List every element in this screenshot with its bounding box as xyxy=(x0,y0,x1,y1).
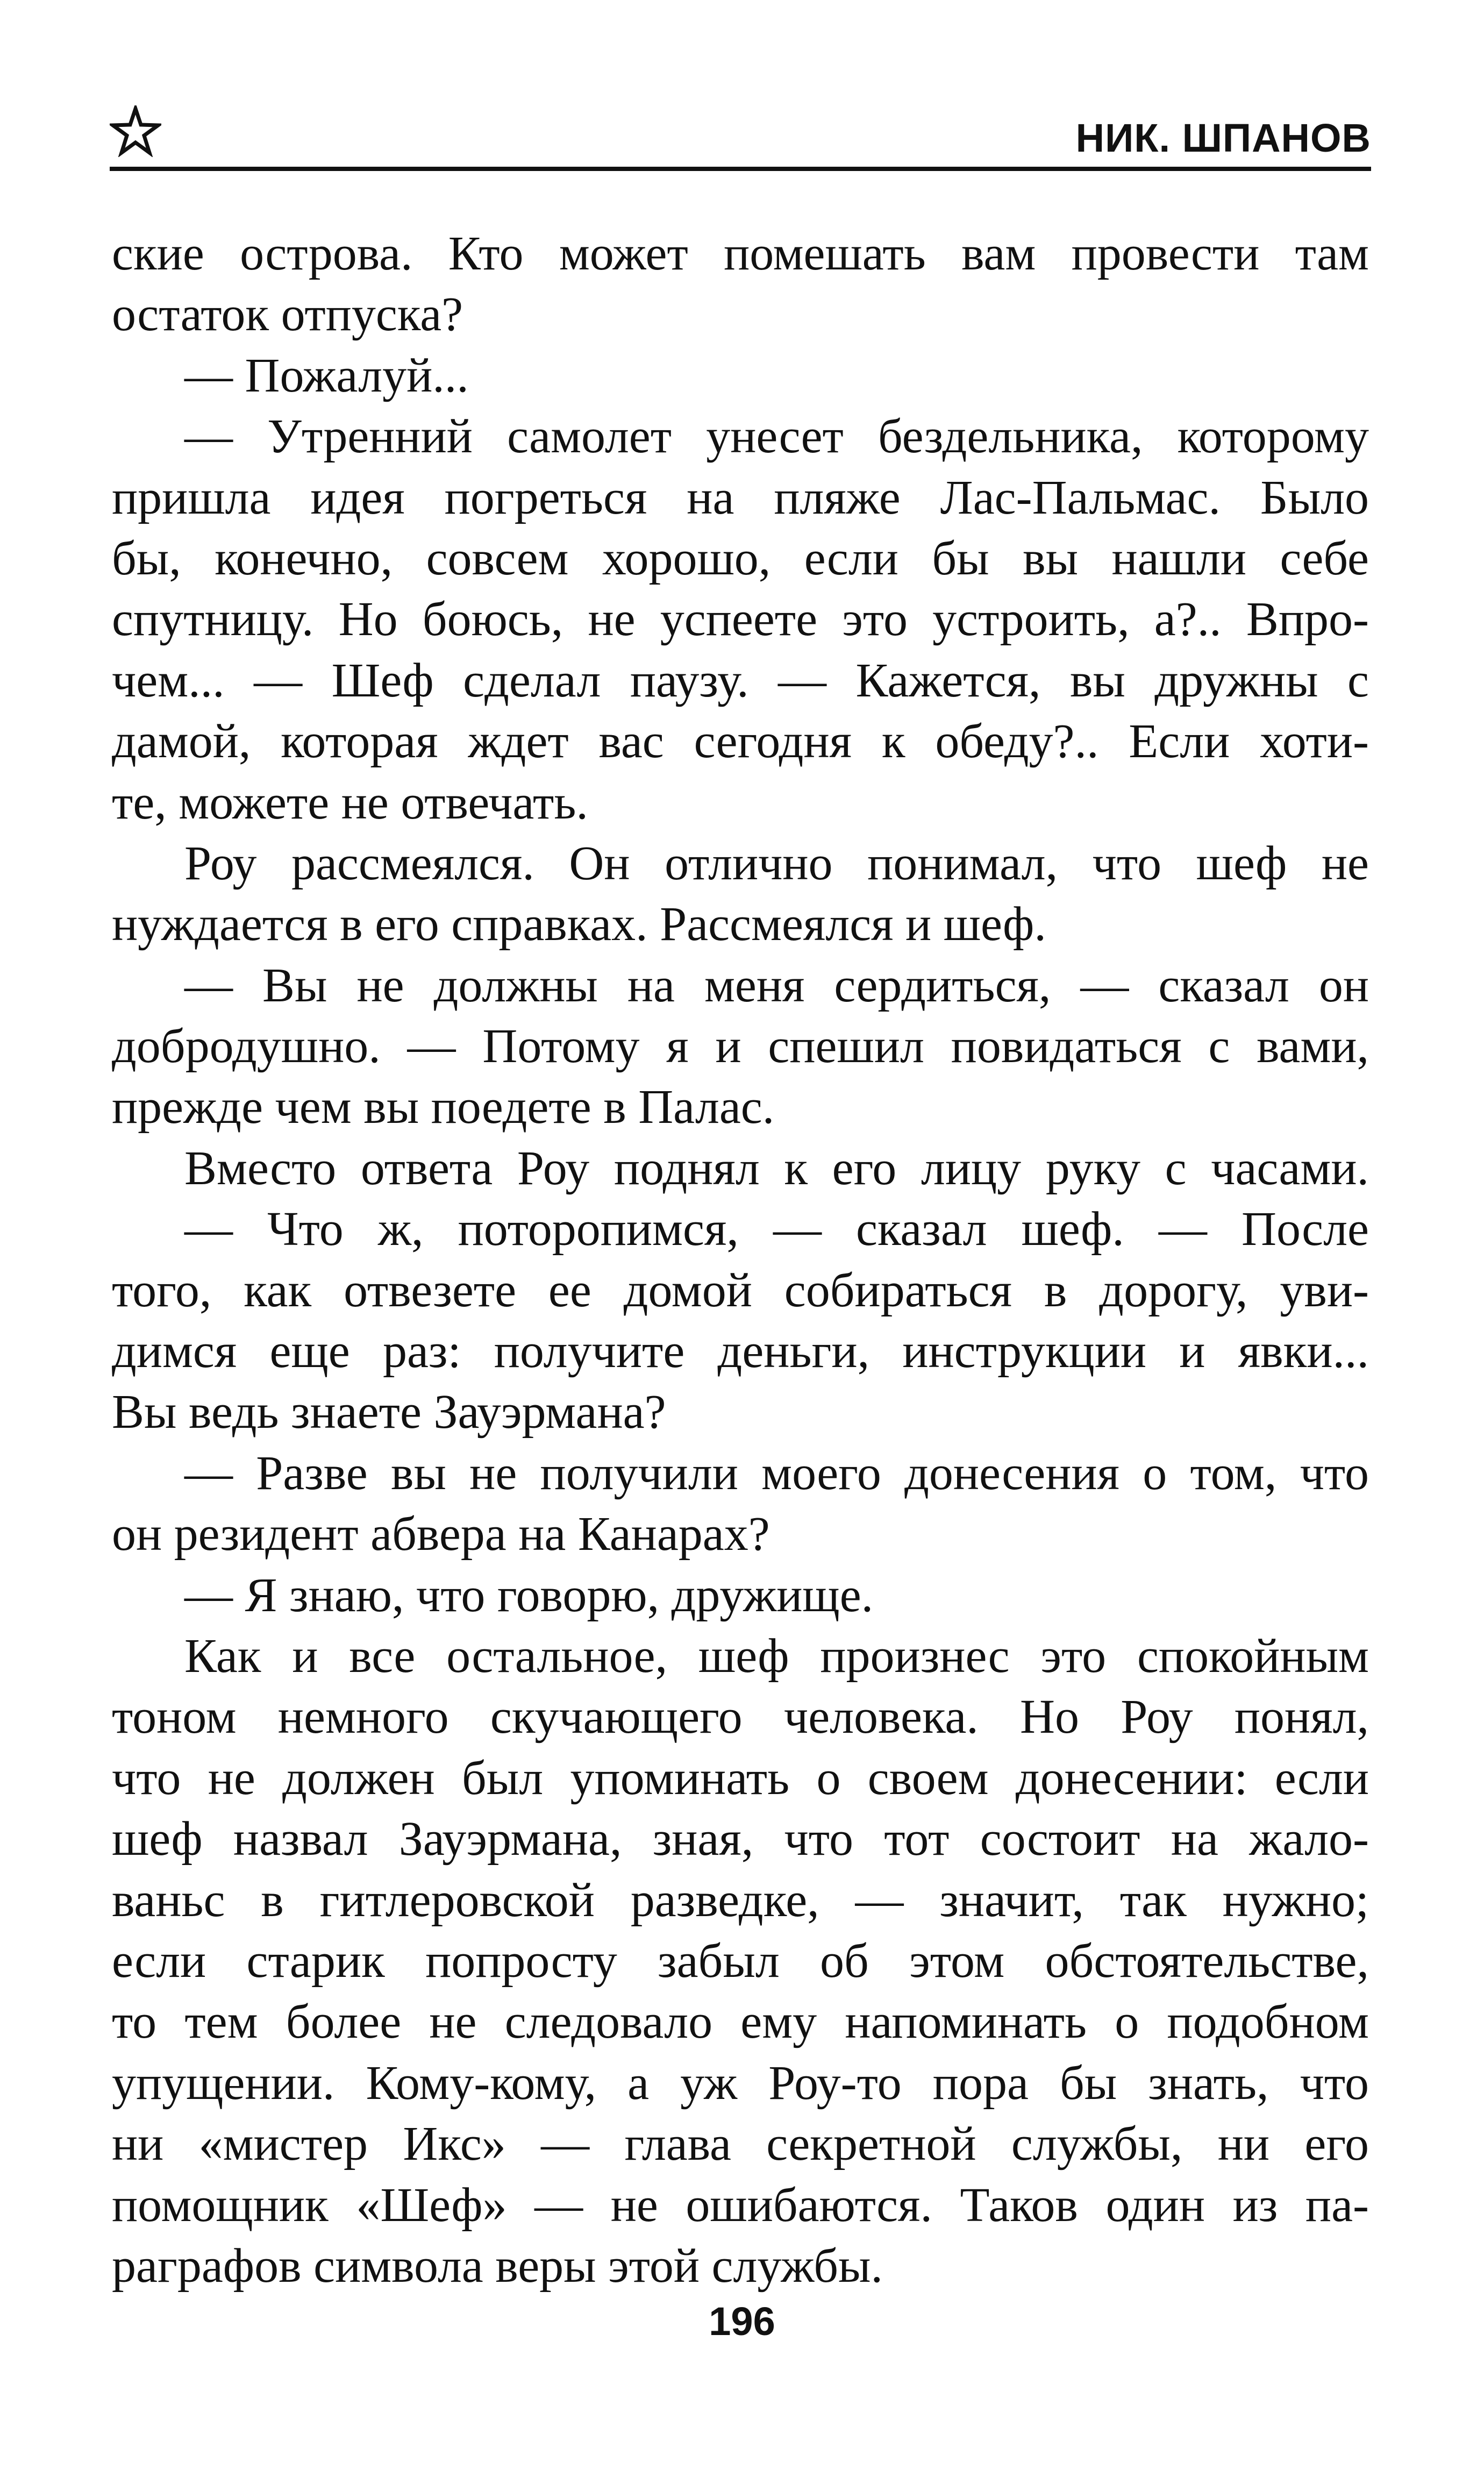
text-line: ские острова. Кто может помешать вам провести там xyxy=(112,227,1369,280)
text-line: — Пожалуй... xyxy=(184,348,469,402)
text-line: Роу рассмеялся. Он отлично понимал, что шеф не xyxy=(184,836,1369,890)
text-line: прежде чем вы поедете в Палас. xyxy=(112,1080,775,1134)
text-line: нуждается в его справках. Рассмеялся и шеф. xyxy=(112,898,1046,951)
text-line: дамой, которая ждет вас сегодня к обеду?.. Если хоти- xyxy=(112,715,1369,768)
text-line: Вы ведь знаете Зауэрмана? xyxy=(112,1385,666,1439)
text-line: того, как отвезете ее домой собираться в дорогу, уви- xyxy=(112,1263,1369,1317)
text-line: что не должен был упоминать о своем донесении: если xyxy=(112,1751,1369,1805)
text-line: то тем более не следовало ему напоминать о подобном xyxy=(112,1995,1369,2049)
text-line: — Разве вы не получили моего донесения о том, что xyxy=(184,1446,1369,1500)
body-text xyxy=(112,223,1369,2296)
text-line: ваньс в гитлеровской разведке, — значит, так нужно; xyxy=(112,1873,1369,1927)
text-line: ни «мистер Икс» — глава секретной службы, ни его xyxy=(112,2117,1369,2171)
text-line: чем... — Шеф сделал паузу. — Кажется, вы дружны с xyxy=(112,653,1369,707)
text-line: спутницу. Но боюсь, не успеете это устроить, а?.. Впро- xyxy=(112,593,1369,646)
text-line: пришла идея погреться на пляже Лас-Пальмас. Было xyxy=(112,471,1369,524)
header-rule xyxy=(110,167,1371,171)
text-line: — Вы не должны на меня сердиться, — сказал он xyxy=(184,958,1369,1012)
running-head xyxy=(110,91,1371,167)
text-line: если старик попросту забыл об этом обстоятельстве, xyxy=(112,1934,1369,1988)
text-line: — Я знаю, что говорю, дружище. xyxy=(184,1568,874,1622)
star-outline-icon xyxy=(110,105,161,157)
text-line: — Что ж, поторопимся, — сказал шеф. — После xyxy=(184,1202,1369,1256)
text-line: тоном немного скучающего человека. Но Роу понял, xyxy=(112,1690,1369,1744)
text-line: раграфов символа веры этой службы. xyxy=(112,2239,883,2293)
text-line: он резидент абвера на Канарах? xyxy=(112,1507,770,1561)
text-line: бы, конечно, совсем хорошо, если бы вы нашли себе xyxy=(112,531,1369,585)
text-line: добродушно. — Потому я и спешил повидаться с вами, xyxy=(112,1020,1369,1073)
text-line: шеф назвал Зауэрмана, зная, что тот состоит на жало- xyxy=(112,1812,1369,1866)
page-number: 196 xyxy=(709,2299,775,2344)
running-head-author: НИК. ШПАНОВ xyxy=(1075,116,1371,160)
text-line: — Утренний самолет унесет бездельника, которому xyxy=(184,410,1369,464)
text-line: остаток отпуска? xyxy=(112,288,463,341)
text-line: Как и все остальное, шеф произнес это спокойным xyxy=(184,1629,1369,1683)
text-line: упущении. Кому-кому, а уж Роу-то пора бы знать, что xyxy=(112,2056,1369,2110)
text-line: те, можете не отвечать. xyxy=(112,775,588,829)
text-line: Вместо ответа Роу поднял к его лицу руку с часами. xyxy=(184,1141,1369,1195)
text-line: помощник «Шеф» — не ошибаются. Таков один из па- xyxy=(112,2178,1369,2232)
text-line: димся еще раз: получите деньги, инструкции и явки... xyxy=(112,1325,1369,1378)
